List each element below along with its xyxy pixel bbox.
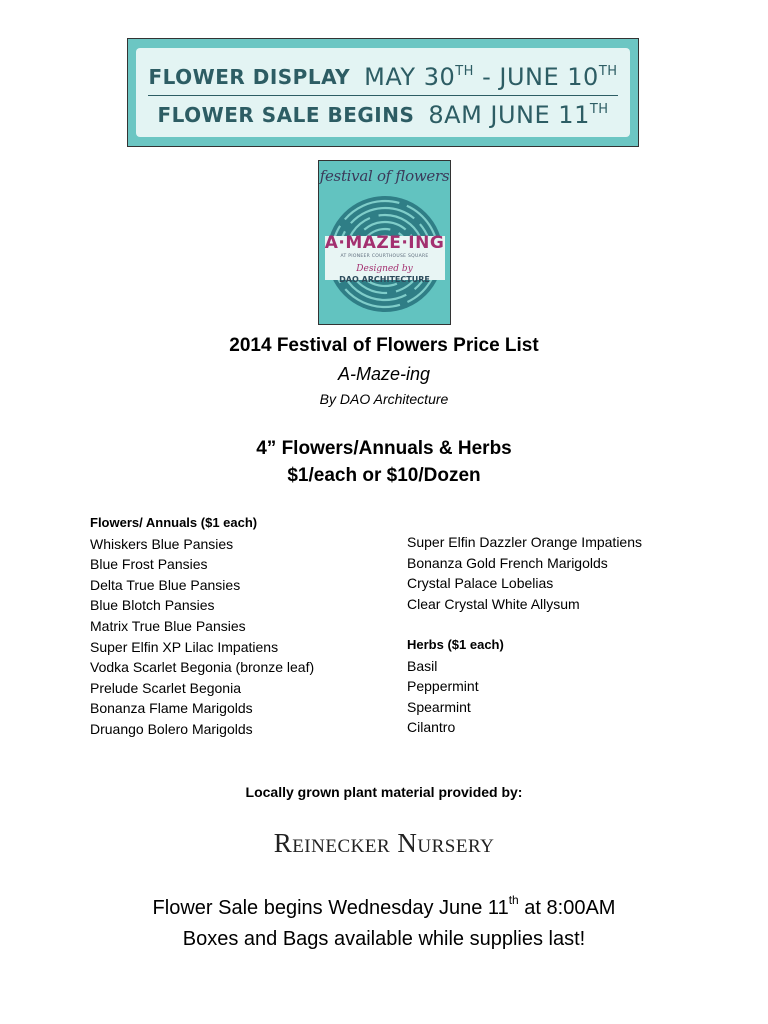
list-item: Delta True Blue Pansies bbox=[90, 576, 241, 593]
list-item: Cilantro bbox=[407, 719, 456, 736]
logo-firm-name: DAO ARCHITECTURE bbox=[339, 275, 430, 284]
list-item: Basil bbox=[407, 657, 438, 674]
supplies-note: Boxes and Bags available while supplies last! bbox=[182, 928, 586, 950]
logo-designed-by: Designed by bbox=[356, 264, 413, 274]
list-item: Spearmint bbox=[407, 698, 471, 715]
flower-sale-time: 8AM JUNE 11TH bbox=[428, 101, 609, 129]
flower-display-dates: MAY 30TH - JUNE 10TH bbox=[364, 63, 618, 91]
herbs-heading: Herbs ($1 each) bbox=[407, 636, 504, 652]
list-item: Super Elfin XP Lilac Impatiens bbox=[90, 638, 279, 655]
flowers-heading: Flowers/ Annuals ($1 each) bbox=[90, 515, 258, 530]
provider-label: Locally grown plant material provided by: bbox=[245, 784, 523, 800]
page-subtitle: A-Maze-ing bbox=[337, 364, 431, 384]
byline: By DAO Architecture bbox=[319, 391, 449, 407]
list-item: Whiskers Blue Pansies bbox=[90, 535, 234, 552]
flower-display-row bbox=[136, 58, 630, 96]
list-item: Bonanza Flame Marigolds bbox=[90, 700, 253, 717]
list-item: Bonanza Gold French Marigolds bbox=[407, 554, 608, 571]
list-item: Prelude Scarlet Begonia bbox=[90, 679, 241, 696]
list-item: Vodka Scarlet Begonia (bronze leaf) bbox=[90, 659, 315, 676]
flowers-list-left bbox=[90, 513, 314, 740]
flower-display-label: FLOWER DISPLAY bbox=[148, 65, 351, 89]
nursery-name: Reinecker Nursery bbox=[273, 828, 495, 858]
flowers-list-right bbox=[407, 532, 642, 738]
category-heading: 4” Flowers/Annuals & Herbs bbox=[256, 438, 512, 459]
list-item: Blue Frost Pansies bbox=[90, 556, 208, 573]
list-item: Druango Bolero Marigolds bbox=[90, 720, 253, 737]
sale-start-line: Flower Sale begins Wednesday June 11th at 8:00AM bbox=[152, 893, 616, 919]
list-item: Blue Blotch Pansies bbox=[90, 597, 215, 614]
list-spacer bbox=[407, 614, 642, 635]
flower-sale-label: FLOWER SALE BEGINS bbox=[157, 103, 415, 127]
list-item: Crystal Palace Lobelias bbox=[407, 575, 554, 592]
list-item: Clear Crystal White Allysum bbox=[407, 595, 580, 612]
page-title: 2014 Festival of Flowers Price List bbox=[229, 335, 539, 356]
logo-main-text: A·MAZE·ING bbox=[324, 233, 445, 253]
list-item: Super Elfin Dazzler Orange Impatiens bbox=[407, 534, 642, 550]
flower-sale-row bbox=[136, 96, 630, 134]
logo-title: festival of flowers bbox=[319, 167, 450, 185]
list-item: Matrix True Blue Pansies bbox=[90, 617, 246, 634]
list-item: Peppermint bbox=[407, 678, 479, 695]
logo-location: AT PIONEER COURTHOUSE SQUARE bbox=[340, 254, 429, 259]
pricing-heading: $1/each or $10/Dozen bbox=[287, 465, 481, 486]
event-dates-banner bbox=[127, 38, 639, 147]
banner-inner-panel bbox=[136, 48, 630, 137]
festival-logo bbox=[318, 160, 451, 325]
